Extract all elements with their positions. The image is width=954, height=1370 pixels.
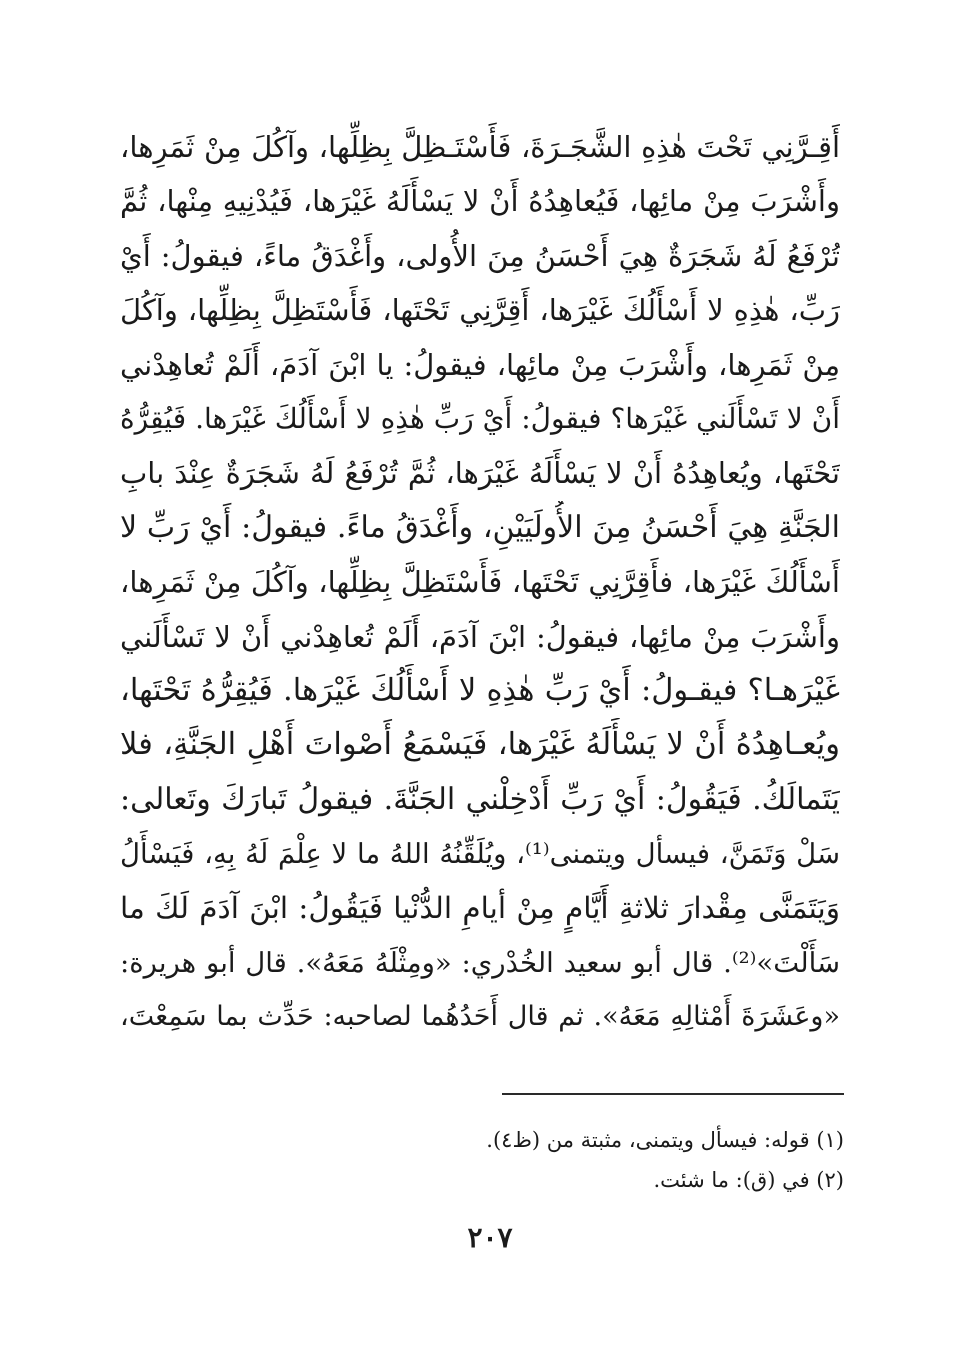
main-text-block xyxy=(120,120,840,1045)
footnote-divider xyxy=(502,1093,844,1095)
text-line: ويُعـاهِدُهُ أَنْ لا يَسْأَلَهُ غَيْرَها، فَيَسْمَعُ أَصْواتَ أَهْلِ الجَنَّةِ، فلا xyxy=(120,727,840,763)
footnote-2: (٢) في (ق): ما شئت. xyxy=(653,1168,844,1192)
text-line: تُرْفَعُ لَهُ شَجَرَةٌ هِيَ أَحْسَنُ مِنَ الأُولى، وأَغْدَقُ ماءً، فيقولُ: أَيْ xyxy=(120,238,840,273)
text-line: تَحْتَها، ويُعاهِدُهُ أَنْ لا يَسْأَلَهُ غَيْرَها، ثُمَّ تُرْفَعُ لَهُ شَجَرَةٌ عِنْدَ بابِ xyxy=(120,456,840,491)
text-line: وأَشْرَبَ مِنْ مائِها، فَيُعاهِدُهُ أَنْ لا يَسْأَلَهُ غَيْرَها، فَيُدْنِيهِ مِنْها، ثُمَّ xyxy=(120,184,840,219)
text-line: أَسْأَلُكَ غَيْرَها، فأَقِرَّنِي تَحْتَها، فَأَسْتَظِلَّ بِظِلِّها، وآكُلَ مِنْ ثَمَرِها، xyxy=(120,565,840,600)
text-line: رَبِّ، هٰذِهِ لا أَسْأَلُكَ غَيْرَها، أَقِرَّنِي تَحْتَها، فَأَسْتَظِلَّ بِظِلِّها، وآكُلَ xyxy=(120,293,840,328)
text-line: وأَشْرَبَ مِنْ مائِها، فيقولُ: ابْنَ آدَمَ، أَلَمْ تُعاهِدْني أَنْ لا تَسْأَلَني xyxy=(120,619,840,654)
text-line: غَيْرَهـا؟ فيقـولُ: أَيْ رَبِّ هٰذِهِ لا أَسْأَلُكَ غَيْرَها. فَيُقِرُّهُ تَحْتَها، xyxy=(120,672,840,708)
text-line: أَقِـرَّنِي تَحْتَ هٰذِهِ الشَّجَـرَةَ، فَأَسْتَـظِلَّ بِظِلِّها، وآكُلَ مِنْ ثَمَرِها، xyxy=(120,130,840,164)
text-line: مِنْ ثَمَرِها، وأَشْرَبَ مِنْ مائِها، فيقولُ: يا ابْنَ آدَمَ، أَلَمْ تُعاهِدْني xyxy=(120,347,840,382)
page-number: ٢٠٧ xyxy=(467,1221,513,1254)
footnote-1: (١) قوله: فيسأل ويتمنى، مثبتة من (ظ٤). xyxy=(486,1128,844,1152)
text-line: أَنْ لا تَسْأَلَني غَيْرَها؟ فيقولُ: أَيْ رَبِّ هٰذِهِ لا أَسْأَلُكَ غَيْرَها. فَيُقِرُّهُ xyxy=(120,401,840,435)
text-line: سَلْ وَتَمَنَّ، فيسأل ويتمنى⁽¹⁾، ويُلَقِّنُهُ اللهُ ما لا عِلْمَ لَهُ بِهِ، فَيَسْأَلُ xyxy=(120,838,840,871)
text-line: «وعَشَرَةَ أَمْثالِهِ مَعَهُ». ثم قال أَحَدُهُما لصاحبه: حَدِّث بما سَمِعْتَ، xyxy=(120,1001,840,1033)
footnotes-block xyxy=(300,1120,844,1200)
text-line: سَأَلْتَ»⁽²⁾. قال أبو سعيد الخُدْري: «ومِثْلَهُ مَعَهُ». قال أبو هريرة: xyxy=(120,946,840,979)
text-line: الجَنَّةِ هِيَ أَحْسَنُ مِنَ الأُولَيَيْنِ، وأَغْدَقُ ماءً. فيقولُ: أَيْ رَبِّ لا xyxy=(120,509,840,545)
text-line: يَتَمالَكُ. فَيَقُولُ: أَيْ رَبِّ أَدْخِلْني الجَنَّةَ. فيقولُ تَبارَكَ وتَعالى: xyxy=(120,781,840,817)
text-line: وَيَتَمَنَّى مِقْدارَ ثلاثةِ أَيَّامٍ مِنْ أيامِ الدُّنْيا فَيَقُولُ: ابْنَ آدَمَ لَكَ ما xyxy=(120,891,840,926)
